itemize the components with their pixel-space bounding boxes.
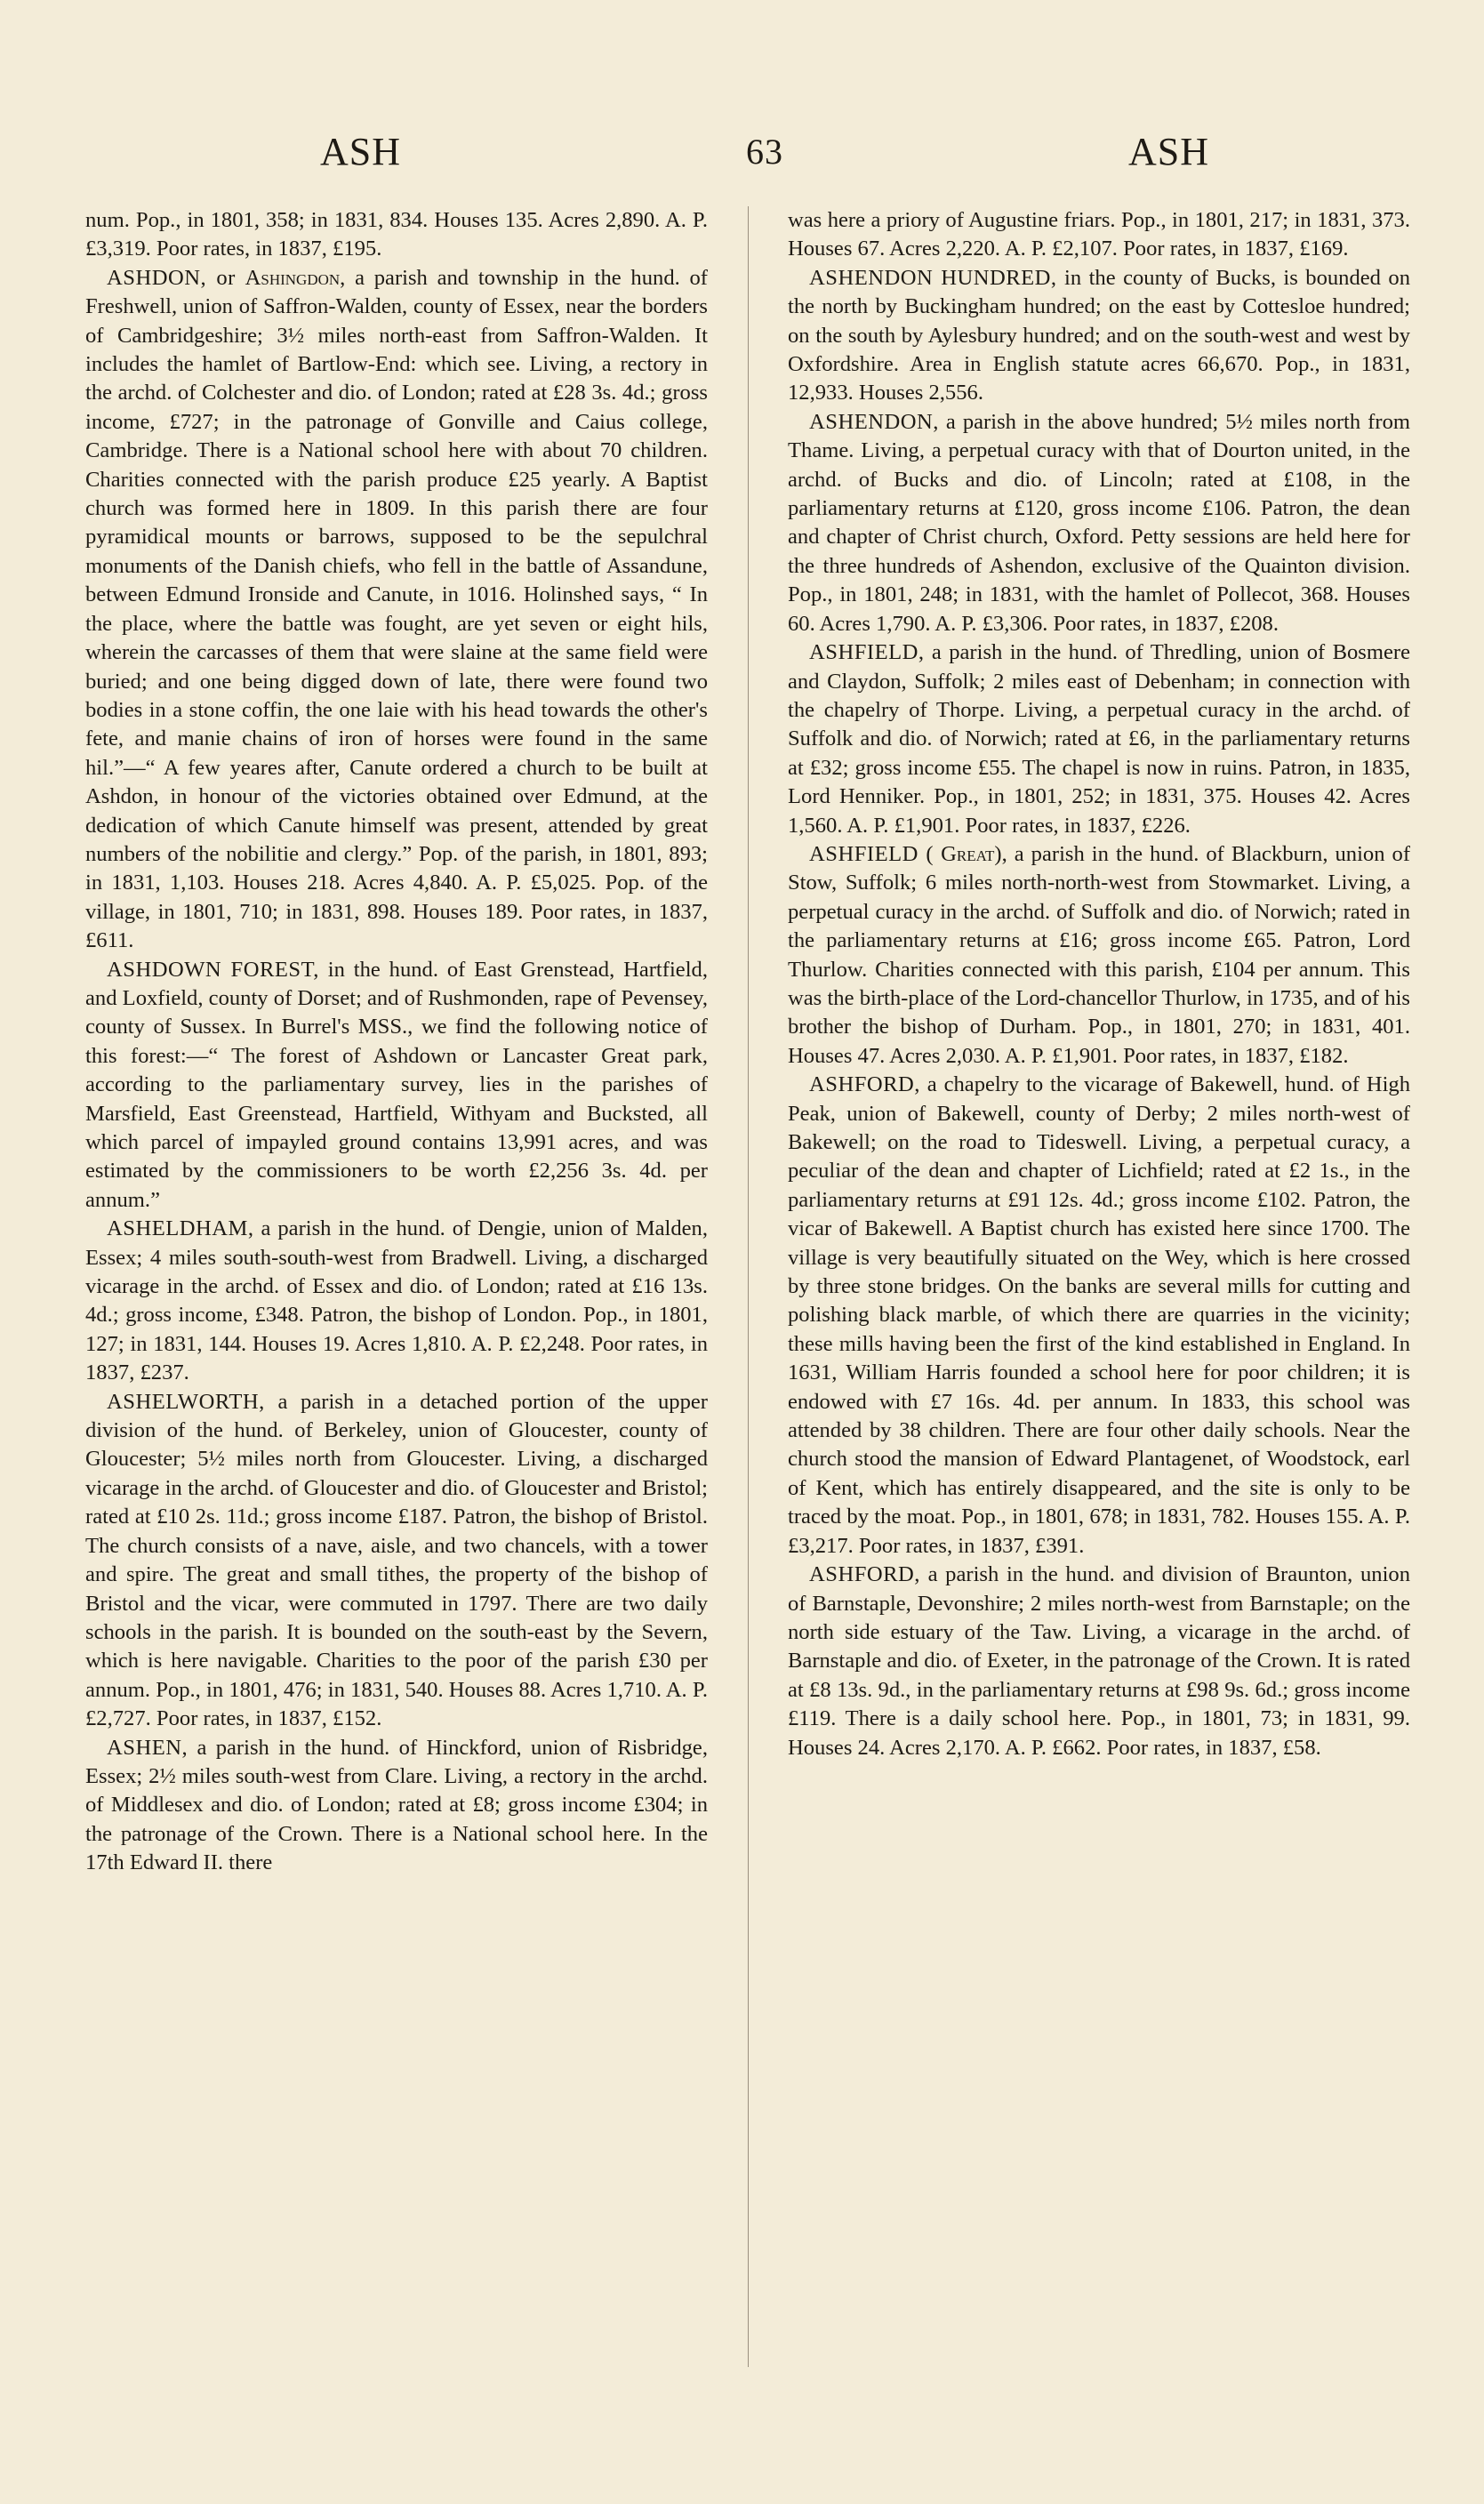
left-column	[85, 206, 708, 2367]
entry-text: a chapelry to the vicarage of Bakewell, hund. of High Peak, union of Bakewell, county of Derby; 2 miles north-west of Bakewell; on the road to Tideswell. Living, a perpetual curacy, a peculiar of the dean and chapter of Lichfield; rated at £2 1s., in the parliamentary returns at £91 12s. 4d.; gross income £102. Patron, the vicar of Bakewell. A Baptist church has existed here since 1700. The village is very beautifully situated on the Wey, which is here crossed by three stone bridges. On the banks are several mills for cutting and polishing black marble, of which there are quarries in the vicinity; these mills having been the first of the kind established in England. In 1631, William Harris founded a school here for poor children; it is endowed with £7 16s. 4d. per annum. In 1833, this school was attended by 38 children. There are four other daily schools. Near the church stood the mansion of Edward Plantagenet, of Woodstock, earl of Kent, which has entirely disappeared, and the site is only to be traced by the moat. Pop., in 1801, 678; in 1831, 782. Houses 155. A. P. £3,217. Poor rates, in 1837, £391.	[788, 1072, 1410, 1558]
gazetteer-entry	[85, 264, 708, 956]
gazetteer-entry	[788, 408, 1410, 638]
text-columns	[85, 206, 1410, 2367]
entry-alt-name: Great	[941, 841, 995, 866]
gazetteer-entry	[85, 956, 708, 1216]
entry-text: in the hund. of East Grenstead, Hartfield, and Loxfield, county of Dorset; and of Rushmonden, rape of Pevensey, county of Sussex. In Burrel's MSS., we find the following notice of this forest:—“ The forest of Ashdown or Lancaster Great park, according to the parliamentary survey, lies in the parishes of Marsfield, East Greenstead, Hartfield, Withyam and Bucksted, all which parcel of impayled ground contains 13,991 acres, and was estimated by the commissioners to be worth £2,256 3s. 4d. per annum.”	[85, 957, 708, 1212]
column-divider	[748, 206, 749, 2367]
right-column	[788, 206, 1410, 2367]
entry-text: num. Pop., in 1801, 358; in 1831, 834. Houses 135. Acres 2,890. A. P. £3,319. Poor rates, in 1837, £195.	[85, 208, 708, 261]
entry-headword: ASHFORD,	[809, 1072, 920, 1097]
entry-headword: ASHFIELD,	[809, 640, 925, 665]
entry-headword: ASHFIELD (	[809, 841, 935, 866]
entry-text: a parish in the above hundred; 5½ miles north from Thame. Living, a perpetual curacy with that of Dourton united, in the archd. of Bucks and dio. of Lincoln; rated at £108, in the parliamentary returns at £120, gross income £106. Patron, the dean and chapter of Christ church, Oxford. Petty sessions are held here for the three hundreds of Ashendon, exclusive of the Quainton division. Pop., in 1801, 248; in 1831, with the hamlet of Pollecot, 368. Houses 60. Acres 1,790. A. P. £3,306. Poor rates, in 1837, £208.	[788, 409, 1410, 636]
entry-headword: ASHENDON,	[809, 409, 939, 434]
entry-headword: ASHELWORTH,	[107, 1389, 265, 1414]
entry-text: a parish in the hund. of Thredling, union of Bosmere and Claydon, Suffolk; 2 miles east of Debenham; in connection with the chapelry of Thorpe. Living, a perpetual curacy in the archd. of Suffolk and dio. of Norwich; rated at £6, in the parliamentary returns at £32; gross income £55. The chapel is now in ruins. Patron, in 1835, Lord Henniker. Pop., in 1801, 252; in 1831, 375. Houses 42. Acres 1,560. A. P. £1,901. Poor rates, in 1837, £226.	[788, 640, 1410, 838]
gazetteer-entry	[788, 1071, 1410, 1561]
entry-headword: ASHDON, or	[107, 265, 236, 290]
entry-text: a parish in a detached portion of the upper division of the hund. of Berkeley, union of Gloucester, county of Gloucester; 5½ miles north from Gloucester. Living, a discharged vicarage in the archd. of Gloucester and dio. of Gloucester and Bristol; rated at £10 2s. 11d.; gross income £187. Patron, the bishop of Bristol. The church consists of a nave, aisle, and two chancels, with a tower and spire. The great and small tithes, the property of the bishop of Bristol and the vicar, were commuted in 1797. There are two daily schools in the parish. It is bounded on the south-east by the Severn, which is here navigable. Charities to the poor of the parish £30 per annum. Pop., in 1801, 476; in 1831, 540. Houses 88. Acres 1,710. A. P. £2,727. Poor rates, in 1837, £152.	[85, 1389, 708, 1731]
entry-text: was here a priory of Augustine friars. Pop., in 1801, 217; in 1831, 373. Houses 67. Acres 2,220. A. P. £2,107. Poor rates, in 1837, £169.	[788, 208, 1410, 261]
header-left-word: ASH	[320, 129, 402, 173]
gazetteer-entry	[788, 1561, 1410, 1762]
entry-headword: ASHENDON HUNDRED,	[809, 265, 1057, 290]
entry-alt-name: Ashingdon	[245, 265, 341, 290]
entry-text: a parish in the hund. of Dengie, union of Malden, Essex; 4 miles south-south-west from Bradwell. Living, a discharged vicarage in the archd. of Essex and dio. of London; rated at £16 13s. 4d.; gross income, £348. Patron, the bishop of London. Pop., in 1801, 127; in 1831, 144. Houses 19. Acres 1,810. A. P. £2,248. Poor rates, in 1837, £237.	[85, 1216, 708, 1385]
entry-text: a parish in the hund. of Hinckford, union of Risbridge, Essex; 2½ miles south-west from Clare. Living, a rectory in the archd. of Middlesex and dio. of London; rated at £8; gross income £304; in the patronage of the Crown. There is a National school here. In the 17th Edward II. there	[85, 1735, 708, 1875]
gazetteer-entry	[788, 638, 1410, 840]
entry-headword: ASHDOWN FOREST,	[107, 957, 319, 982]
header-right-word: ASH	[1127, 129, 1209, 173]
page-number: 63	[746, 131, 783, 172]
entry-continuation	[85, 206, 708, 264]
entry-text: in the county of Bucks, is bounded on the north by Buckingham hundred; on the east by Cottesloe hundred; on the south by Aylesbury hundred; and on the south-west and west by Oxfordshire. Area in English statute acres 66,670. Pop., in 1831, 12,933. Houses 2,556.	[788, 265, 1410, 405]
running-head	[320, 124, 1209, 178]
entry-headword: ASHELDHAM,	[107, 1216, 254, 1241]
gazetteer-entry	[788, 264, 1410, 408]
entry-continuation	[788, 206, 1410, 264]
entry-headword: ASHFORD,	[809, 1562, 920, 1587]
gazetteer-entry	[85, 1734, 708, 1878]
entry-text: a parish in the hund. and division of Braunton, union of Barnstaple, Devonshire; 2 miles north-west from Barnstaple; on the north side estuary of the Taw. Living, a vicarage in the archd. of Barnstaple and dio. of Exeter, in the patronage of the Crown. It is rated at £8 13s. 9d., in the parliamentary returns at £98 9s. 6d.; gross income £119. There is a daily school here. Pop., in 1801, 73; in 1831, 99. Houses 24. Acres 2,170. A. P. £662. Poor rates, in 1837, £58.	[788, 1562, 1410, 1760]
entry-text: , a parish and township in the hund. of Freshwell, union of Saffron-Walden, county of Essex, near the borders of Cambridgeshire; 3½ miles north-east from Saffron-Walden. It includes the hamlet of Bartlow-End: which see. Living, a rectory in the archd. of Colchester and dio. of London; rated at £28 3s. 4d.; gross income, £727; in the patronage of Gonville and Caius college, Cambridge. There is a National school here with about 70 children. Charities connected with the parish produce £25 yearly. A Baptist church was formed here in 1809. In this parish there are four pyramidical mounts or barrows, supposed to be the sepulchral monuments of the Danish chiefs, who fell in the battle of Assandune, between Edmund Ironside and Canute, in 1016. Holinshed says, “ In the place, where the battle was fought, are yet seven or eight hils, wherein the carcasses of them that were slaine at the same field were buried; and one being digged down of late, there were found two bodies in a stone coffin, the one laie with his head towards the other's fete, and manie chains of iron of horses were found in the same hil.”—“ A few yeares after, Canute ordered a church to be built at Ashdon, in honour of the victories obtained over Edmund, at the dedication of which Canute himself was present, attended by great numbers of the nobilitie and clergy.” Pop. of the parish, in 1801, 893; in 1831, 1,103. Houses 218. Acres 4,840. A. P. £5,025. Pop. of the village, in 1801, 710; in 1831, 898. Houses 189. Poor rates, in 1837, £611.	[85, 265, 708, 953]
gazetteer-entry	[85, 1388, 708, 1734]
entry-headword: ASHEN,	[107, 1735, 189, 1760]
gazetteer-entry	[788, 840, 1410, 1071]
gazetteer-entry	[85, 1215, 708, 1387]
entry-text: ), a parish in the hund. of Blackburn, union of Stow, Suffolk; 6 miles north-north-west from Stowmarket. Living, a perpetual curacy in the archd. of Suffolk and dio. of Norwich; rated in the parliamentary returns at £16; gross income £65. Patron, Lord Thurlow. Charities connected with this parish, £104 per annum. This was the birth-place of the Lord-chancellor Thurlow, in 1735, and of his brother the bishop of Durham. Pop., in 1801, 270; in 1831, 401. Houses 47. Acres 2,030. A. P. £1,901. Poor rates, in 1837, £182.	[788, 841, 1410, 1068]
